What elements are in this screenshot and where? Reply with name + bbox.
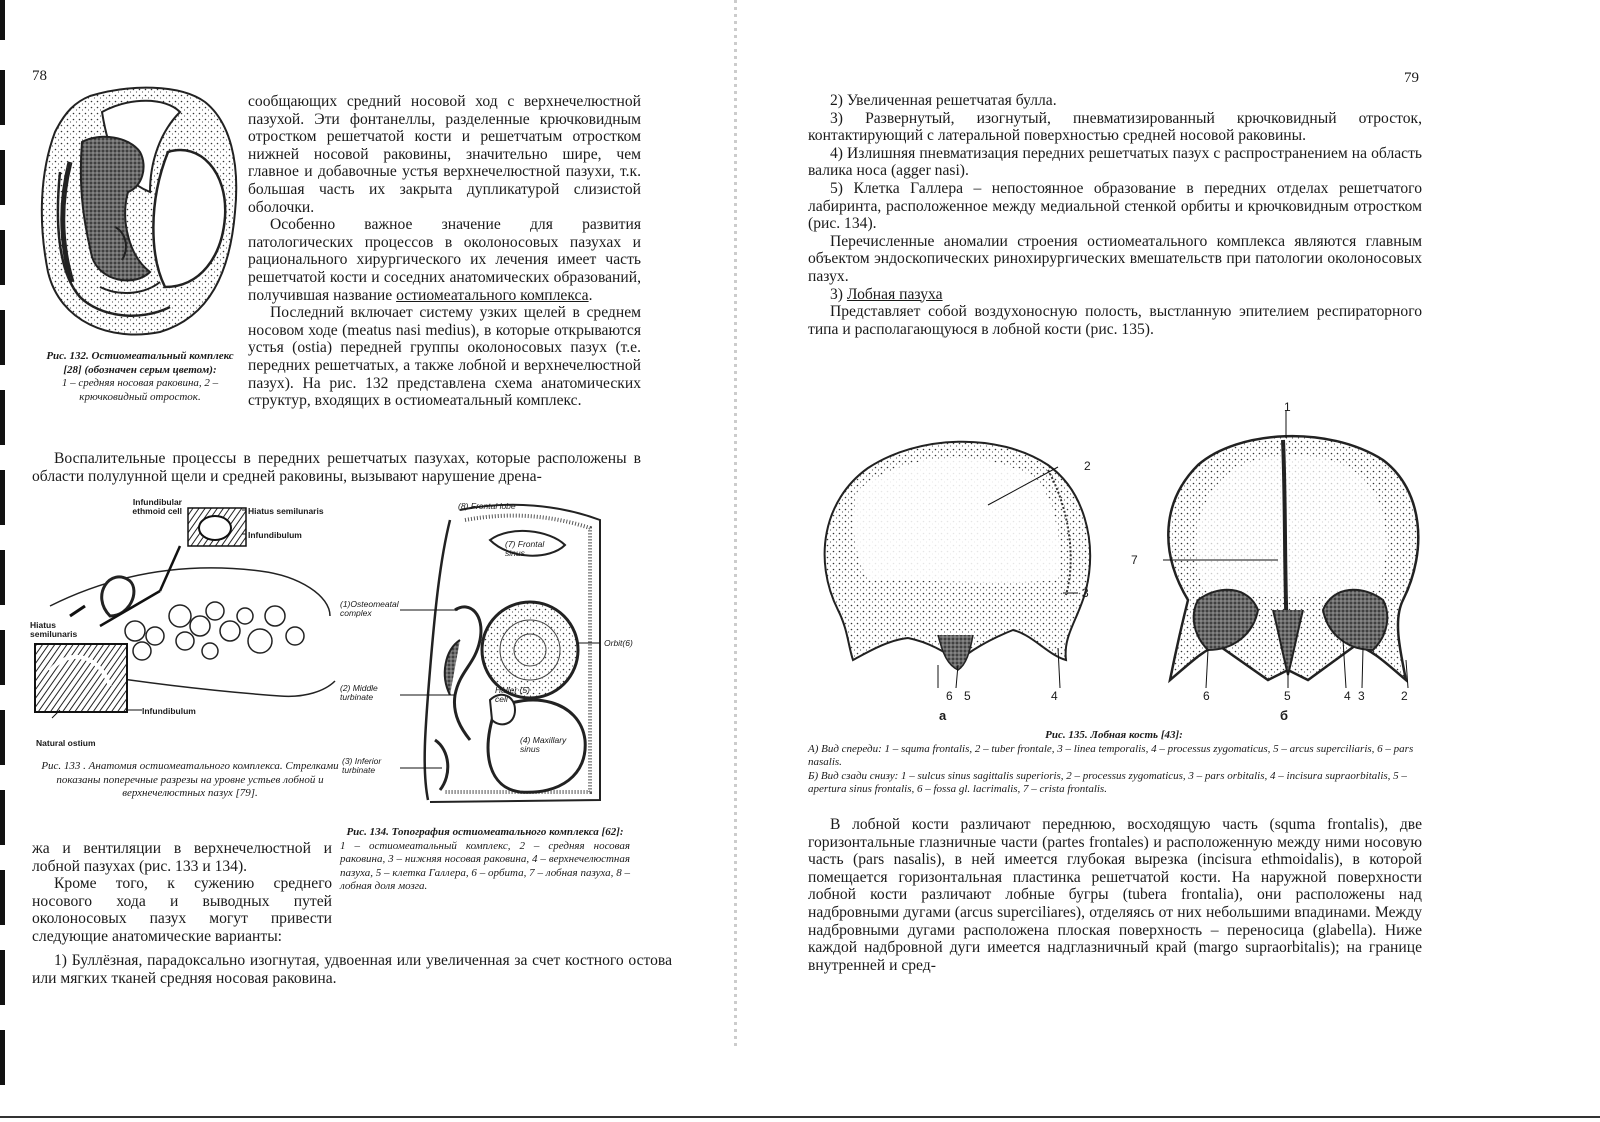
label-b-6: 6 (1203, 689, 1210, 703)
page-number-right: 79 (1404, 70, 1419, 86)
figure-135b-frontal-bone-back (1138, 410, 1438, 700)
paragraph: 1) Буллёзная, парадоксально изогнутая, удвоенная или увеличенная за счет костного остова или мягких тканей средняя носовая раковина. (32, 952, 672, 987)
left-page (0, 0, 738, 1122)
left-bottom-full (32, 952, 672, 987)
paragraph: сообщающих средний носовой ход с верхнечелюстной пазухой. Эти фонтанеллы, разделенные крючковидным отростком решетчатой кости и решетчатым отростком нижней носовой раковины, значительно шире, чем главное и добавочные устья верхнечелюстной пазухи, т.к. большая часть их закрыта дупликатурой слизистой оболочки. (248, 93, 641, 216)
label-b-1: 1 (1284, 400, 1291, 414)
section-number: 3) (830, 285, 847, 303)
paragraph: Кроме того, к сужению среднего носового хода и выводных путей околоносовых пазух могут привести следующие анатомические варианты: (32, 875, 332, 945)
right-top-text (808, 92, 1422, 338)
label-b-7: 7 (1131, 553, 1138, 567)
label-inferior-turbinate: (3) Inferior turbinate (342, 756, 382, 775)
figure-135-caption-a: А) Вид спереди: 1 – squma frontalis, 2 – tuber frontale, 3 – linea temporalis, 4 – processus zygomaticus, 5 – arcus superciliaris, 6 – pars nasalis. (808, 742, 1414, 768)
paragraph: В лобной кости различают переднюю, восходящую часть (squma frontalis), две горизонтальные глазничные части (partes frontales) и расположенную между ними носовую часть (pars nasalis), в ней имеется глубокая вырезка (incisura ethmoidalis), в которой помещается горизонтальная пластинка решетчатой кости. На наружной поверхности лобной кости различают лобные бугры (tubera frontalia), они расположены над надбровными дугами (arcus superciliares), отделяясь от них небольшими впадинами. Между надбровными дугами расположена плоская поверхность – переносица (glabella). Ниже каждой надбровной дуги имеется надглазничный край (margo supraorbitalis); на границе внутренней и сред- (808, 816, 1422, 974)
paragraph: Последний включает систему узких щелей в среднем носовом ходе (meatus nasi medius), в которые открываются устья (ostia) передней группы околоносовых пазух (т.е. передних решетчатых, а также лобной и верхнечелюстной пазух). На рис. 132 представлена схема анатомических структур, входящих в остиомеатальный комплекс. (248, 304, 641, 410)
figure-135-caption (808, 729, 1420, 797)
list-item: 5) Клетка Галлера – непостоянное образование в передних отделах решетчатого лабиринта, расположенное между медиальной стенкой орбиты и крючковидным отростком (рис. 134). (808, 179, 1422, 233)
right-page (738, 0, 1600, 1122)
left-column-text (248, 93, 641, 410)
right-bottom-text (808, 816, 1422, 974)
label-b-2: 2 (1401, 689, 1408, 703)
paragraph: Представляет собой воздухоносную полость, выстланную эпителием респираторного типа и располагающуюся в лобной кости (рис. 135). (808, 303, 1422, 338)
label-hiatus-semilunaris-top: Hiatus semilunaris (248, 506, 324, 516)
section-title: Лобная пазуха (846, 285, 943, 303)
label-b-3: 3 (1358, 689, 1365, 703)
label-a-4: 4 (1051, 689, 1058, 703)
page-number-left: 78 (32, 68, 47, 84)
label-a-3: 3 (1082, 586, 1089, 600)
label-b-5: 5 (1284, 689, 1291, 703)
paragraph: жа и вентиляции в верхнечелюстной и лобной пазухах (рис. 133 и 134). (32, 840, 332, 875)
label-a-6: 6 (946, 689, 953, 703)
figure-135a-frontal-bone-front (808, 430, 1098, 700)
label-middle-turbinate: (2) Middle turbinate (340, 683, 378, 702)
figure-132-osteomeatal-diagram (30, 82, 242, 344)
figure-132-caption (40, 350, 240, 404)
label-infundibulum-bottom: Infundibulum (142, 706, 196, 716)
figure-132-caption-legend: 1 – средняя носовая раковина, 2 – крючковидный отросток. (61, 377, 219, 403)
paragraph: Перечисленные аномалии строения остиомеатального комплекса являются главным объектом эндоскопических ринохирургических вмешательств при патологии околоносовых пазух. (808, 232, 1422, 285)
label-natural-ostium: Natural ostium (36, 738, 96, 748)
label-hiatus-semilunaris-left: Hiatus semilunaris (30, 620, 78, 639)
label-a-2: 2 (1084, 459, 1091, 473)
left-bottom-column (32, 840, 332, 946)
label-view-b: б (1280, 708, 1289, 723)
label-infundibular-ethmoid-cell: Infundibular ethmoid cell (132, 497, 182, 516)
list-item: 4) Излишняя пневматизация передних решетчатых пазух с распространением на область валика носа (agger nasi). (808, 144, 1422, 180)
figure-134-caption-title: Рис. 134. Топография остиомеатального комплекса [62]: (346, 826, 624, 838)
term-osteomeatal-complex: остиомеатального комплекса (396, 286, 589, 304)
paragraph: Особенно важное значение для развития патологических процессов в околоносовых пазухах и рационального хирургического их лечения имеет часть решетчатой кости и соседних анатомических образований, получившая название остиомеатального комплекса. (248, 216, 641, 304)
list-item: 3) Развернутый, изогнутый, пневматизированный крючковидный отросток, контактирующий с латеральной поверхностью средней носовой раковины. (808, 109, 1422, 145)
figure-133-caption: Рис. 133 . Анатомия остиомеатального комплекса. Стрелками показаны поперечные разрезы на уровне устьев лобной и верхнечелюстных пазух [79]. (41, 760, 339, 799)
paragraph: Воспалительные процессы в передних решетчатых пазухах, которые расположены в области полулунной щели и средней раковины, вызывают нарушение дрена- (32, 450, 641, 485)
figure-135-caption-b: Б) Вид сзади снизу: 1 – sulcus sinus sagittalis superioris, 2 – processus zygomaticus, 3 – pars orbitalis, 4 – incisura supraorbitalis, 5 – apertura sinus frontalis, 6 – fossa gl. lacrimalis, 7 – crista frontalis. (808, 769, 1407, 795)
label-frontal-lobe: (8) Frontal lobe (458, 501, 516, 511)
label-orbit: Orbit(6) (604, 638, 633, 648)
list-item: 2) Увеличенная решетчатая булла. (830, 92, 1057, 109)
left-full-width-text (32, 450, 641, 485)
label-maxillary-sinus: (4) Maxillary sinus (520, 735, 567, 754)
label-b-4: 4 (1344, 689, 1351, 703)
label-haller-cell: Haller (5) cell (495, 685, 530, 704)
label-infundibulum-top: Infundibulum (248, 530, 302, 540)
label-a-5: 5 (964, 689, 971, 703)
label-frontal-sinus: (7) Frontal sinus (505, 539, 545, 558)
label-osteomeatal-complex: (1)Osteomeatal complex (340, 599, 399, 618)
figure-134-caption-legend: 1 – остиомеатальный комплекс, 2 – средняя носовая раковина, 3 – нижняя носовая раковина, 4 – верхнечелюстная пазуха, 5 – клетка Галлера, 6 – орбита, 7 – лобная пазуха, 8 – лобная доля мозга. (340, 839, 630, 892)
label-view-a: а (939, 708, 947, 723)
figure-135-caption-title: Рис. 135. Лобная кость [43]: (1045, 729, 1183, 741)
figure-134-caption (340, 826, 630, 894)
figure-132-caption-title: Рис. 132. Остиомеатальный комплекс [28] (обозначен серым цветом): (46, 350, 234, 376)
section-heading (808, 286, 1422, 304)
paragraph-text: Особенно важное значение для развития патологических процессов в околоносовых пазухах и рационального хирургического их лечения имеет часть решетчатой кости и соседних анатомических образований, получившая название (248, 216, 641, 304)
